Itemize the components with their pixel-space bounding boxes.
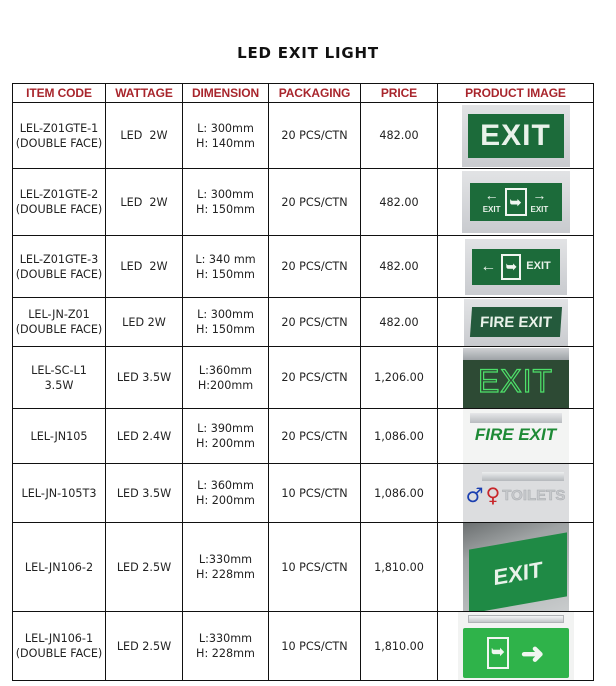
led-housing bbox=[470, 413, 562, 423]
dimension-cell: L: 300mm H: 150mm bbox=[183, 169, 269, 236]
price-cell: 482.00 bbox=[361, 103, 438, 169]
price-cell: 1,810.00 bbox=[361, 523, 438, 612]
running-man-icon: ➥ bbox=[487, 637, 509, 669]
wattage-cell: LED 2.5W bbox=[106, 523, 183, 612]
female-icon: ♀ bbox=[485, 483, 501, 507]
item-code-cell: LEL-JN-Z01 (DOUBLE FACE) bbox=[13, 298, 106, 347]
packaging-cell: 20 PCS/CTN bbox=[269, 347, 361, 409]
table-row bbox=[13, 236, 594, 298]
wattage-cell: LED 2W bbox=[106, 169, 183, 236]
wattage-cell: LED 2.5W bbox=[106, 612, 183, 681]
table-row bbox=[13, 612, 594, 681]
wattage-cell: LED 3.5W bbox=[106, 347, 183, 409]
item-code-cell: LEL-SC-L1 3.5W bbox=[13, 347, 106, 409]
wattage-cell: LED 2W bbox=[106, 298, 183, 347]
arrow-left-icon: ← bbox=[484, 186, 499, 203]
item-code-cell: LEL-Z01GTE-3 (DOUBLE FACE) bbox=[13, 236, 106, 298]
product-image-cell bbox=[438, 409, 594, 464]
product-image-cell bbox=[438, 612, 594, 681]
led-housing bbox=[468, 615, 564, 623]
packaging-cell: 20 PCS/CTN bbox=[269, 298, 361, 347]
product-image-fire-exit-sign: FIRE EXIT bbox=[464, 299, 568, 346]
product-image-left-exit-sign: ← ➥ EXIT bbox=[465, 239, 567, 295]
price-cell: 1,086.00 bbox=[361, 464, 438, 523]
product-image-outline-exit-sign: EXIT bbox=[463, 348, 569, 408]
packaging-cell: 10 PCS/CTN bbox=[269, 523, 361, 612]
table-row bbox=[13, 169, 594, 236]
header-packaging: PACKAGING bbox=[269, 84, 361, 103]
header-price: PRICE bbox=[361, 84, 438, 103]
dimension-cell: L: 300mm H: 140mm bbox=[183, 103, 269, 169]
product-image-angled-exit-sign: EXIT bbox=[463, 523, 569, 611]
arrow-right-icon: ➜ bbox=[520, 637, 545, 669]
table-row bbox=[13, 298, 594, 347]
table-row bbox=[13, 347, 594, 409]
packaging-cell: 20 PCS/CTN bbox=[269, 103, 361, 169]
price-cell: 482.00 bbox=[361, 298, 438, 347]
product-image-cell bbox=[438, 523, 594, 612]
table-row bbox=[13, 103, 594, 169]
page-title: LED EXIT LIGHT bbox=[237, 44, 379, 62]
price-cell: 1,206.00 bbox=[361, 347, 438, 409]
item-code-cell: LEL-JN105 bbox=[13, 409, 106, 464]
exit-sign-panel: EXIT bbox=[468, 114, 564, 158]
price-cell: 1,810.00 bbox=[361, 612, 438, 681]
item-code-cell: LEL-JN106-1 (DOUBLE FACE) bbox=[13, 612, 106, 681]
wattage-cell: LED 2.4W bbox=[106, 409, 183, 464]
packaging-cell: 10 PCS/CTN bbox=[269, 612, 361, 681]
header-product-image: PRODUCT IMAGE bbox=[438, 84, 594, 103]
product-image-cell bbox=[438, 236, 594, 298]
led-housing bbox=[463, 348, 569, 360]
product-image-runner-arrow-sign bbox=[458, 612, 574, 680]
price-cell: 1,086.00 bbox=[361, 409, 438, 464]
price-cell: 482.00 bbox=[361, 169, 438, 236]
product-image-cell bbox=[438, 464, 594, 523]
arrow-right-icon: → bbox=[532, 186, 547, 203]
packaging-cell: 20 PCS/CTN bbox=[269, 409, 361, 464]
product-image-cell bbox=[438, 169, 594, 236]
header-item-code: ITEM CODE bbox=[13, 84, 106, 103]
table-row bbox=[13, 464, 594, 523]
product-image-toilets-sign: ♂ ♀ TOILETS bbox=[463, 464, 569, 522]
led-housing bbox=[482, 472, 564, 481]
wattage-cell: LED 2W bbox=[106, 103, 183, 169]
dimension-cell: L: 300mm H: 150mm bbox=[183, 298, 269, 347]
table-row bbox=[13, 523, 594, 612]
dimension-cell: L:330mm H: 228mm bbox=[183, 523, 269, 612]
table-row bbox=[13, 409, 594, 464]
wattage-cell: LED 2W bbox=[106, 236, 183, 298]
male-icon: ♂ bbox=[465, 483, 484, 507]
product-table bbox=[12, 83, 594, 681]
arrow-left-icon: ← bbox=[480, 258, 497, 275]
dimension-cell: L: 360mm H: 200mm bbox=[183, 464, 269, 523]
dimension-cell: L: 390mm H: 200mm bbox=[183, 409, 269, 464]
dimension-cell: L:360mm H:200mm bbox=[183, 347, 269, 409]
item-code-cell: LEL-Z01GTE-2 (DOUBLE FACE) bbox=[13, 169, 106, 236]
table-header-row bbox=[13, 84, 594, 103]
price-cell: 482.00 bbox=[361, 236, 438, 298]
product-image-cell bbox=[438, 347, 594, 409]
header-wattage: WATTAGE bbox=[106, 84, 183, 103]
product-image-acrylic-fire-exit-sign: FIRE EXIT bbox=[463, 409, 569, 463]
packaging-cell: 10 PCS/CTN bbox=[269, 464, 361, 523]
product-image-exit-sign bbox=[462, 105, 570, 167]
header-dimension: DIMENSION bbox=[183, 84, 269, 103]
wattage-cell: LED 3.5W bbox=[106, 464, 183, 523]
running-man-icon: ➥ bbox=[505, 188, 527, 216]
packaging-cell: 20 PCS/CTN bbox=[269, 169, 361, 236]
dimension-cell: L: 340 mm H: 150mm bbox=[183, 236, 269, 298]
product-image-cell bbox=[438, 298, 594, 347]
item-code-cell: LEL-Z01GTE-1 (DOUBLE FACE) bbox=[13, 103, 106, 169]
product-image-bidirectional-exit-sign: ← EXIT ➥ → EXIT bbox=[462, 171, 570, 233]
item-code-cell: LEL-JN-105T3 bbox=[13, 464, 106, 523]
product-image-cell bbox=[438, 103, 594, 169]
dimension-cell: L:330mm H: 228mm bbox=[183, 612, 269, 681]
running-man-icon: ➥ bbox=[501, 254, 521, 280]
item-code-cell: LEL-JN106-2 bbox=[13, 523, 106, 612]
packaging-cell: 20 PCS/CTN bbox=[269, 236, 361, 298]
